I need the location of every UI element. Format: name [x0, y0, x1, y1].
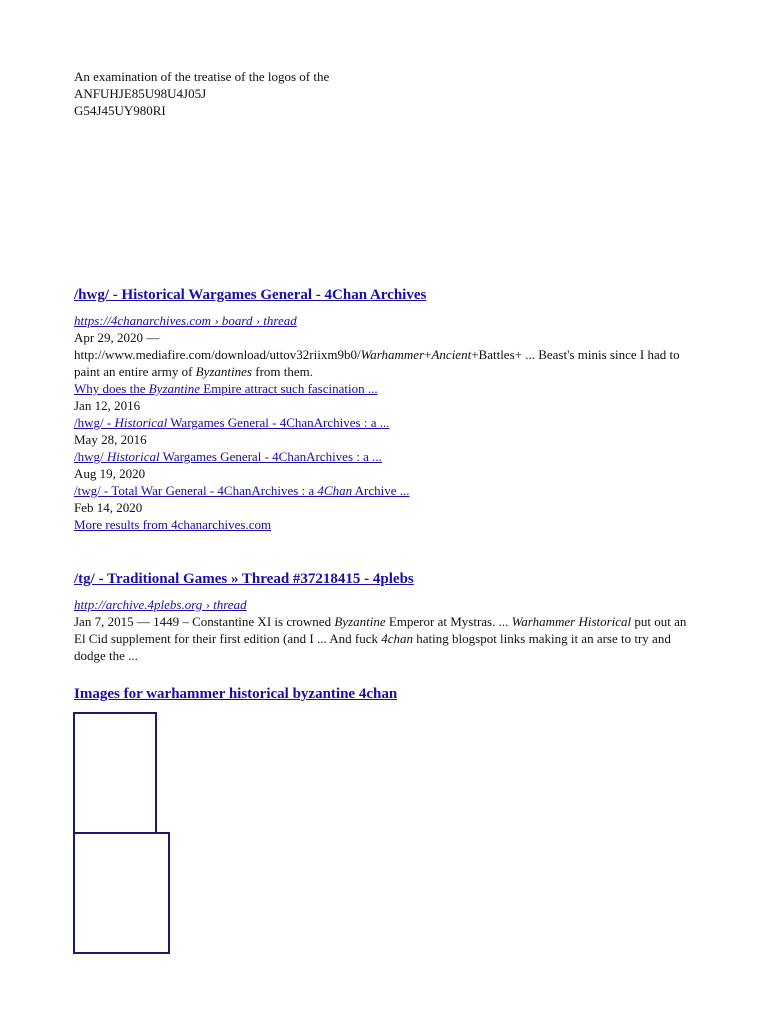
sub-link-part: 4Chan: [317, 483, 353, 498]
search-result-tg: [74, 570, 694, 664]
snippet-part: hating blogspot links making it an arse to try and dodge the ...: [74, 631, 671, 663]
snippet-part: http://www.mediafire.com/download/uttov32riixm9b0/: [74, 347, 361, 362]
image-thumbnail[interactable]: [73, 832, 170, 954]
sub-result-date: Aug 19, 2020: [74, 466, 146, 481]
result-snippet: [74, 613, 694, 664]
result-snippet: [74, 346, 694, 380]
snippet-part: Jan 7, 2015 — 1449 – Constantine XI is crowned: [74, 614, 335, 629]
snippet-part: +Battles+ ... Beast's minis since I had to paint an entire army of: [74, 347, 680, 379]
snippet-part: 4chan: [381, 631, 414, 646]
intro-text: [74, 68, 694, 119]
sub-link-part: /hwg/ -: [74, 415, 115, 430]
images-title-link[interactable]: Images for warhammer historical byzantine 4chan: [74, 686, 398, 702]
snippet-part: Emperor at Mystras. ...: [385, 614, 512, 629]
sub-link-part: /twg/ - Total War General - 4ChanArchives : a: [74, 483, 318, 498]
sub-link-part: Why does the: [74, 381, 149, 396]
sub-result-date: Jan 12, 2016: [74, 398, 141, 413]
snippet-part: Warhammer: [360, 347, 425, 362]
sub-link-part: Wargames General - 4ChanArchives : a ...: [159, 449, 382, 464]
snippet-part: from them.: [251, 364, 313, 379]
sub-result-date: May 28, 2016: [74, 432, 147, 447]
snippet-part: Byzantines: [195, 364, 252, 379]
sub-link-part: Byzantine: [148, 381, 200, 396]
sub-result-link[interactable]: [74, 448, 382, 465]
snippet-part: put out an El Cid supplement for their first edition (and I ... And fuck: [74, 614, 687, 646]
snippet-part: +: [424, 347, 432, 362]
image-thumbnail[interactable]: [73, 712, 157, 834]
sub-link-part: Archive ...: [352, 483, 410, 498]
snippet-part: Byzantine: [334, 614, 386, 629]
intro-line-1: An examination of the treatise of the logos of the: [74, 69, 330, 84]
sub-link-part: Historical: [114, 415, 168, 430]
snippet-part: Warhammer Historical: [511, 614, 632, 629]
sub-link-part: Empire attract such fascination ...: [200, 381, 378, 396]
sub-link-part: Historical: [106, 449, 160, 464]
images-section: [74, 685, 694, 711]
more-results-link[interactable]: More results from 4chanarchives.com: [74, 517, 272, 532]
search-result-hwg: [74, 286, 694, 533]
sub-link-part: Wargames General - 4ChanArchives : a ...: [167, 415, 390, 430]
result-title-link[interactable]: /tg/ - Traditional Games » Thread #37218415 - 4plebs: [74, 571, 414, 587]
result-date: Apr 29, 2020 —: [74, 330, 160, 345]
intro-line-3: G54J45UY980RI: [74, 103, 166, 118]
result-url-link[interactable]: https://4chanarchives.com › board › thread: [74, 313, 297, 328]
sub-result-link[interactable]: [74, 414, 389, 431]
snippet-part: Ancient: [431, 347, 472, 362]
sub-result-link[interactable]: [74, 482, 410, 499]
intro-line-2: ANFUHJE85U98U4J05J: [74, 86, 207, 101]
sub-result-link[interactable]: [74, 380, 378, 397]
result-url-link[interactable]: http://archive.4plebs.org › thread: [74, 597, 247, 612]
sub-link-part: /hwg/: [74, 449, 107, 464]
sub-result-date: Feb 14, 2020: [74, 500, 143, 515]
result-title-link[interactable]: /hwg/ - Historical Wargames General - 4Chan Archives: [74, 287, 427, 303]
